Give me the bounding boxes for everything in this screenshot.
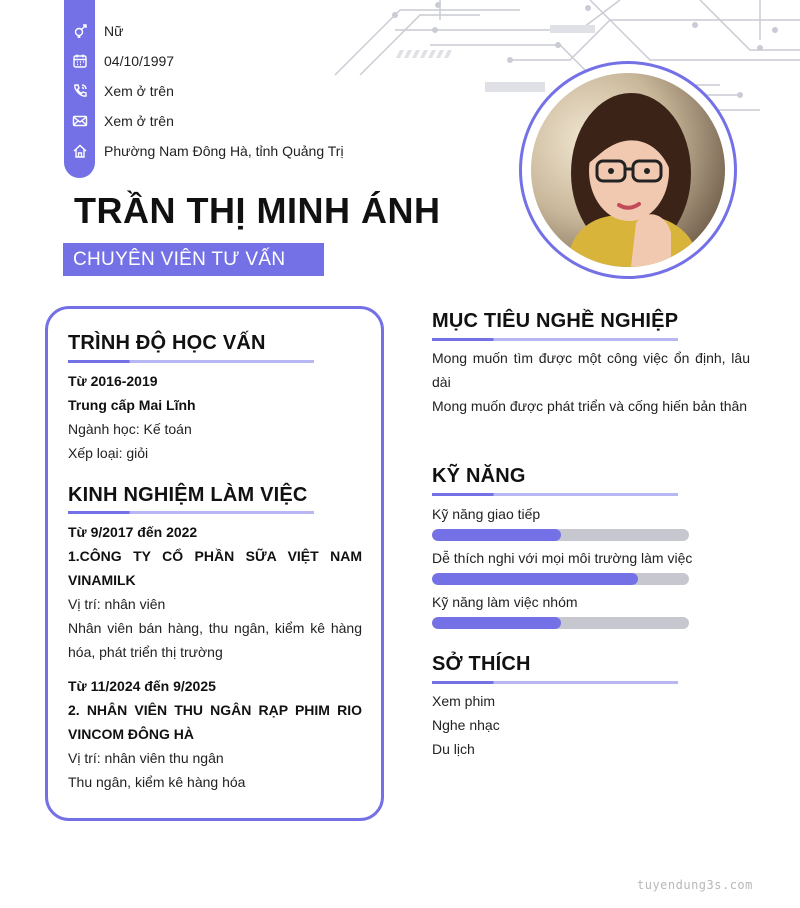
education-school: Trung cấp Mai Lĩnh [68, 397, 196, 413]
candidate-name: TRẦN THỊ MINH ÁNH [74, 190, 441, 231]
skill-bar-3 [432, 617, 689, 629]
profile-photo [531, 73, 725, 267]
contact-phone [64, 76, 174, 106]
objective-underline [432, 338, 678, 341]
skill-label-2: Dễ thích nghi với mọi môi trường làm việc [432, 550, 693, 566]
gender-text: Nữ [104, 23, 124, 39]
contact-list [64, 16, 344, 166]
job2-position: Vị trí: nhân viên thu ngân [68, 750, 224, 766]
skill-label-1: Kỹ năng giao tiếp [432, 506, 541, 522]
education-major: Ngành học: Kế toán [68, 421, 192, 437]
address-text: Phường Nam Đông Hà, tỉnh Quảng Trị [104, 143, 344, 159]
email-text: Xem ở trên [104, 113, 174, 129]
education-title: TRÌNH ĐỘ HỌC VẤN [68, 332, 266, 354]
skill-label-3: Kỹ năng làm việc nhóm [432, 594, 578, 610]
mail-icon [64, 106, 95, 136]
job2-period: Từ 11/2024 đến 9/2025 [68, 678, 216, 694]
home-icon [64, 136, 95, 166]
gender-icon [64, 16, 95, 46]
skills-underline [432, 493, 678, 496]
skill-bar-2 [432, 573, 689, 585]
birthday-text: 04/10/1997 [104, 53, 175, 69]
objective-line-2: Mong muốn được phát triển và cống hiến bản thân [432, 398, 748, 414]
phone-icon [64, 76, 95, 106]
hobby-item: Du lịch [432, 741, 475, 757]
watermark: tuyendung3s.com [637, 878, 753, 892]
job-title: CHUYÊN VIÊN TƯ VẤN [63, 243, 324, 276]
contact-email [64, 106, 174, 136]
job1-position: Vị trí: nhân viên [68, 596, 166, 612]
skills-title: KỸ NĂNG [432, 465, 526, 487]
job2-company: 2. NHÂN VIÊN THU NGÂN RẠP PHIM RIO VINCOM ĐÔNG HÀ [68, 702, 362, 742]
phone-text: Xem ở trên [104, 83, 174, 99]
skill-fill-1 [432, 529, 561, 541]
education-grade: Xếp loại: giỏi [68, 445, 149, 461]
contact-birthday [64, 46, 175, 76]
skill-fill-2 [432, 573, 638, 585]
job1-description: Nhân viên bán hàng, thu ngân, kiểm kê hàng hóa, phát triển thị trường [68, 620, 362, 660]
job2-description: Thu ngân, kiểm kê hàng hóa [68, 774, 246, 790]
contact-gender [64, 16, 124, 46]
contact-address [64, 136, 344, 166]
hobby-item: Nghe nhạc [432, 717, 500, 733]
objective-line-1: Mong muốn tìm được một công việc ổn định, lâu dài [432, 350, 750, 390]
hobbies-underline [432, 681, 678, 684]
calendar-icon [64, 46, 95, 76]
job1-company: 1.CÔNG TY CỔ PHẦN SỮA VIỆT NAM VINAMILK [68, 548, 362, 588]
skill-fill-3 [432, 617, 561, 629]
experience-underline [68, 511, 314, 514]
job1-period: Từ 9/2017 đến 2022 [68, 524, 198, 540]
skill-bar-1 [432, 529, 689, 541]
education-underline [68, 360, 314, 363]
education-period: Từ 2016-2019 [68, 373, 158, 389]
hobby-item: Xem phim [432, 693, 496, 709]
hobbies-title: SỞ THÍCH [432, 653, 531, 675]
experience-title: KINH NGHIỆM LÀM VIỆC [68, 484, 308, 506]
objective-title: MỤC TIÊU NGHỀ NGHIỆP [432, 310, 679, 332]
